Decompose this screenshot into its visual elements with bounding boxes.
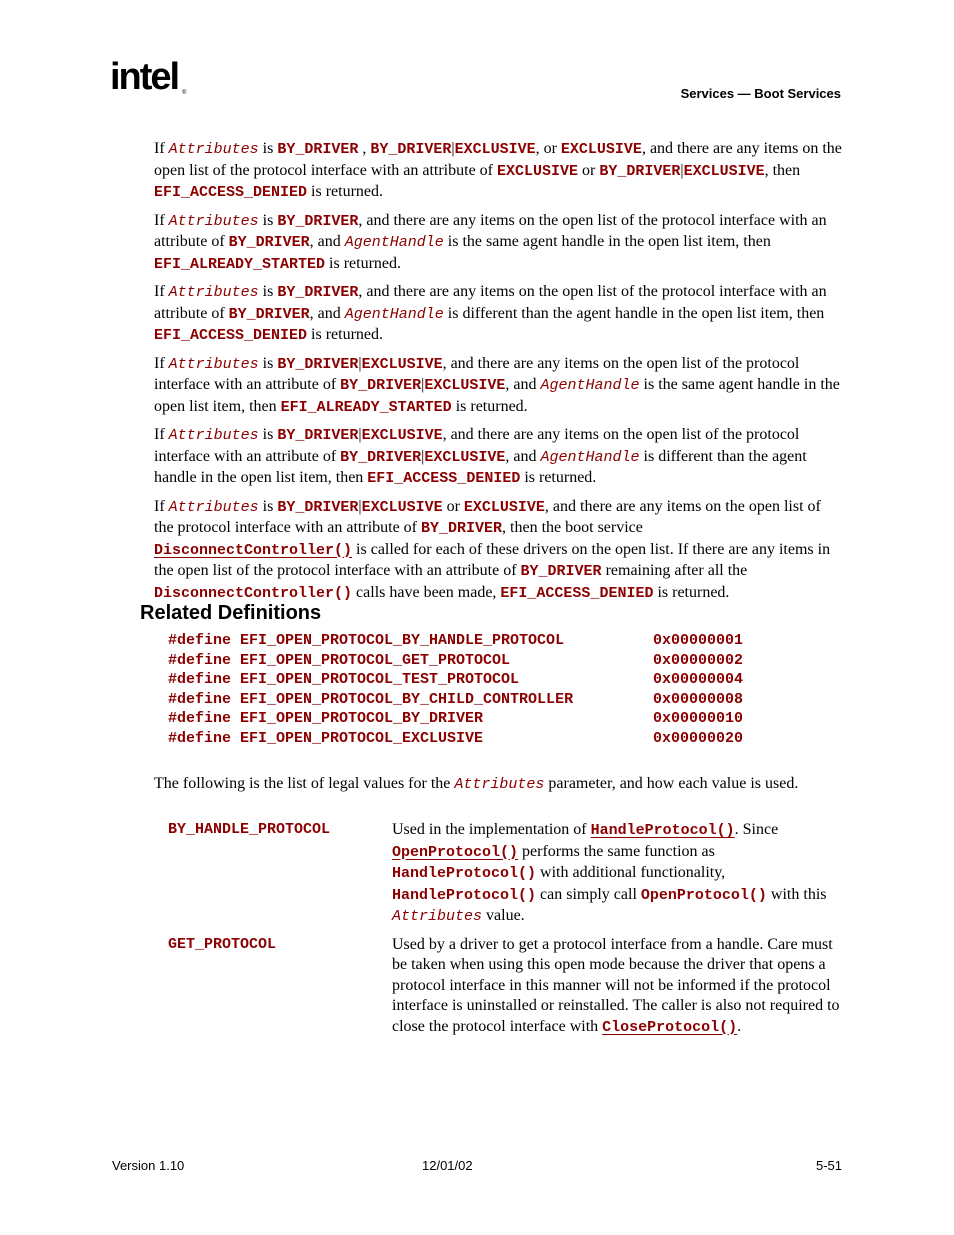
define-value: 0x00000010 bbox=[653, 710, 744, 728]
define-name: #define EFI_OPEN_PROTOCOL_BY_DRIVER bbox=[168, 710, 484, 728]
value-description: Used in the implementation of HandleProtocol(). Since OpenProtocol() performs the same function as HandleProtocol() with additional functionality, HandleProtocol() can simply call OpenProtocol() with this Attributes value. bbox=[392, 821, 827, 925]
define-row bbox=[168, 631, 818, 651]
handle-protocol-link[interactable]: HandleProtocol() bbox=[590, 822, 735, 839]
open-protocol-link[interactable]: OpenProtocol() bbox=[392, 843, 519, 861]
define-row bbox=[168, 670, 818, 690]
value-term: BY_HANDLE_PROTOCOL bbox=[168, 821, 331, 838]
logo-text: intel bbox=[110, 56, 179, 98]
define-value: 0x00000004 bbox=[653, 671, 744, 689]
define-row bbox=[168, 690, 818, 710]
define-row bbox=[168, 651, 818, 671]
close-protocol-link[interactable]: CloseProtocol() bbox=[602, 1018, 738, 1036]
value-term: GET_PROTOCOL bbox=[168, 935, 277, 953]
footer-version: Version 1.10 bbox=[112, 1158, 185, 1173]
define-name: #define EFI_OPEN_PROTOCOL_TEST_PROTOCOL bbox=[168, 671, 520, 689]
body-text bbox=[154, 139, 844, 611]
define-name: #define EFI_OPEN_PROTOCOL_GET_PROTOCOL bbox=[168, 651, 511, 669]
table-row bbox=[168, 935, 844, 1039]
footer-page-number: 5-51 bbox=[815, 1158, 842, 1173]
footer-date: 12/01/02 bbox=[422, 1158, 473, 1173]
paragraph-6: If Attributes is BY_DRIVER|EXCLUSIVE or EXCLUSIVE, and there are any items on the open list of the protocol interface with an attribute of BY_DRIVER, then the boot service DisconnectController() is called for each of these drivers on the open list. If there are any items in the open list of the protocol interface with an attribute of BY_DRIVER remaining after all the DisconnectController() calls have been made, EFI_ACCESS_DENIED is returned. bbox=[154, 497, 831, 602]
define-list bbox=[168, 631, 818, 748]
paragraph-3: If Attributes is BY_DRIVER, and there are any items on the open list of the protocol interface with an attribute of BY_DRIVER, and AgentHandle is different than the agent handle in the open list item, then EFI_ACCESS_DENIED is returned. bbox=[154, 283, 827, 344]
define-value: 0x00000001 bbox=[653, 632, 744, 650]
define-name: #define EFI_OPEN_PROTOCOL_BY_HANDLE_PROTOCOL bbox=[168, 632, 565, 650]
value-description: Used by a driver to get a protocol interface from a handle. Care must be taken when using this open mode because the driver that opens a protocol interface in this manner will not be informed if the protocol interface is uninstalled or reinstalled. The caller is also not required to close the protocol interface with CloseProtocol(). bbox=[392, 935, 840, 1036]
define-name: #define EFI_OPEN_PROTOCOL_BY_CHILD_CONTROLLER bbox=[168, 690, 574, 708]
attribute-values-table bbox=[168, 820, 844, 1045]
intel-logo bbox=[110, 58, 190, 102]
define-row bbox=[168, 709, 818, 729]
paragraph-4: If Attributes is BY_DRIVER|EXCLUSIVE, and there are any items on the open list of the protocol interface with an attribute of BY_DRIVER|EXCLUSIVE, and AgentHandle is the same agent handle in the open list item, then EFI_ALREADY_STARTED is returned. bbox=[154, 354, 840, 416]
registered-mark: ® bbox=[182, 90, 187, 96]
section-heading: Related Definitions bbox=[140, 602, 322, 624]
paragraph-5: If Attributes is BY_DRIVER|EXCLUSIVE, and there are any items on the open list of the protocol interface with an attribute of BY_DRIVER|EXCLUSIVE, and AgentHandle is different than the agent handle in the open list item, then EFI_ACCESS_DENIED is returned. bbox=[154, 426, 807, 487]
values-intro: The following is the list of legal values for the Attributes parameter, and how each value is used. bbox=[154, 775, 799, 793]
define-row bbox=[168, 729, 818, 749]
define-value: 0x00000020 bbox=[653, 729, 744, 747]
table-row bbox=[168, 820, 844, 928]
define-value: 0x00000008 bbox=[653, 690, 744, 708]
define-name: #define EFI_OPEN_PROTOCOL_EXCLUSIVE bbox=[168, 729, 484, 747]
running-head: Services — Boot Services bbox=[680, 86, 841, 101]
paragraph-1: If Attributes is BY_DRIVER , BY_DRIVER|EXCLUSIVE, or EXCLUSIVE, and there are any items on the open list of the protocol interface with an attribute of EXCLUSIVE or BY_DRIVER|EXCLUSIVE, then EFI_ACCESS_DENIED is returned. bbox=[154, 140, 842, 201]
paragraph-2: If Attributes is BY_DRIVER, and there are any items on the open list of the protocol interface with an attribute of BY_DRIVER, and AgentHandle is the same agent handle in the open list item, then EFI_ALREADY_STARTED is returned. bbox=[154, 211, 827, 273]
disconnect-controller-link[interactable]: DisconnectController() bbox=[154, 541, 353, 559]
define-value: 0x00000002 bbox=[653, 651, 744, 669]
